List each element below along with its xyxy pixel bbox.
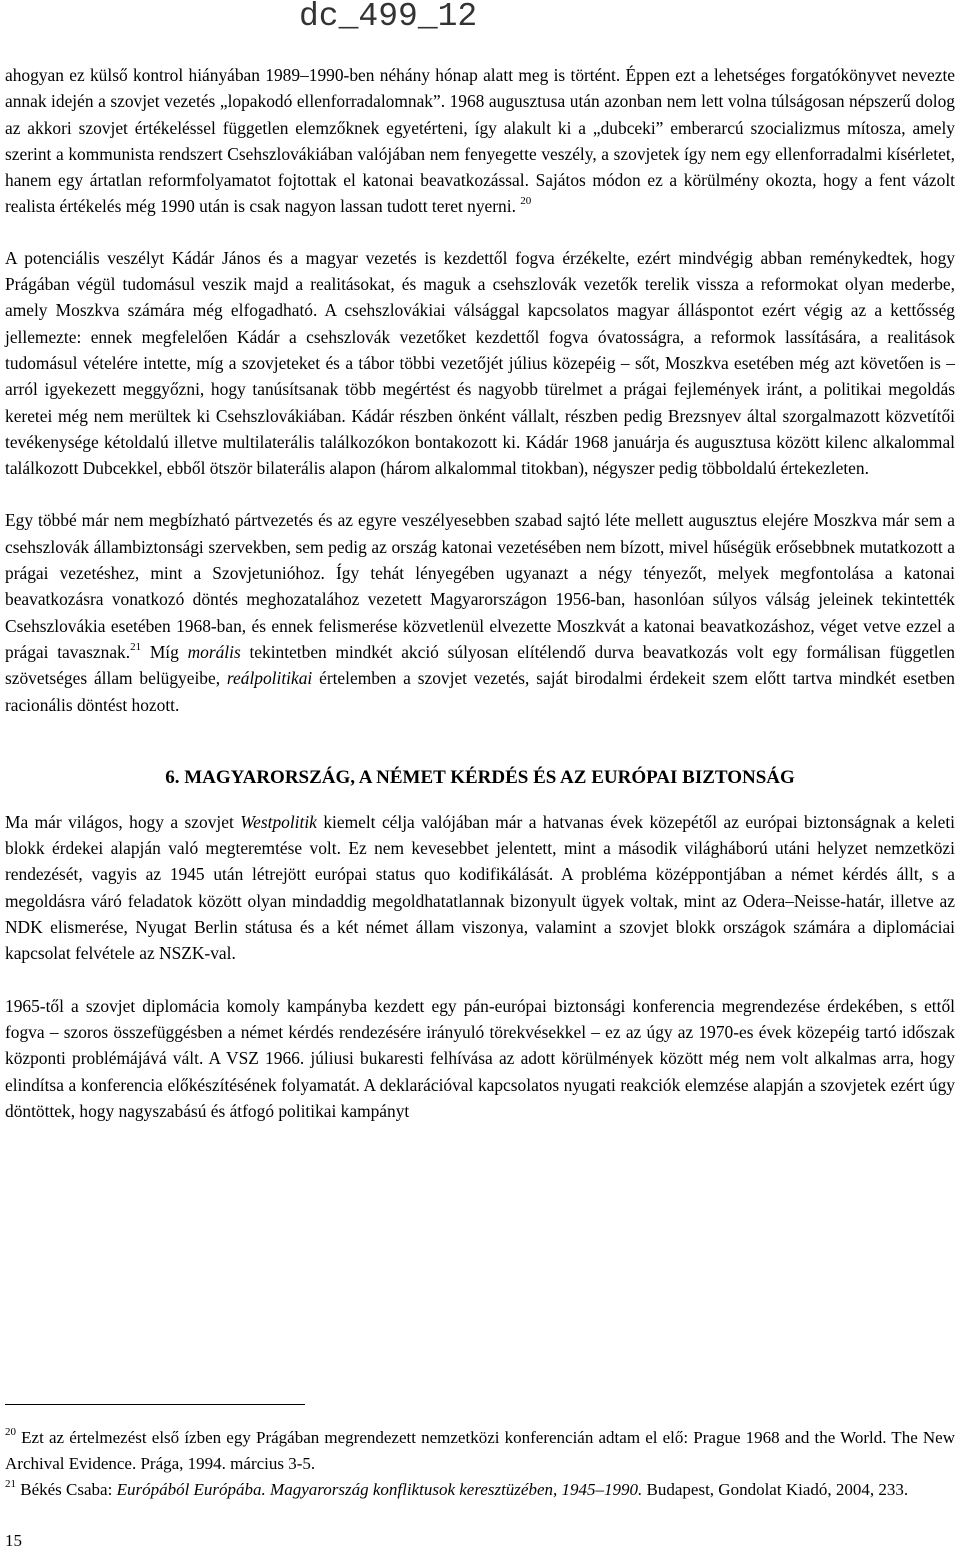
document-id-header: dc_499_12 <box>299 0 478 35</box>
section-paragraph-1 <box>5 809 955 967</box>
text-run: ahogyan ez külső kontrol hiányában 1989–1990-ben néhány hónap alatt meg is történt. Éppen ezt a lehetséges forgatókönyvet nevezte annak idején a szovjet vezetés „lopakodó ellenforradalomnak”. 1968 augusztusa után azonban nem lett volna túlságosan népszerű dolog az akkori szovjet értékeléssel független elemzőknek egyetérteni, így alakult ki a „dubceki” emberarcú szocializmus mítosza, amely szerint a kommunista rendszert Csehszlovákiában valójában nem fenyegette veszély, a szovjetek így nem egy ellenforradalmi kísérletet, hanem egy ártatlan reformfolyamatot fojtottak el katonai beavatkozással. Sajátos módon ez a körülmény okozta, hogy a fent vázolt realista értékelés még 1990 után is csak nagyon lassan tudott teret nyerni. <box>5 65 955 217</box>
text-run: kiemelt célja valójában már a hatvanas évek közepétől az európai biztonságnak a keleti blokk érdekei alapján való megteremtése volt. Ez nem kevesebbet jelentett, mint a második világháború utáni helyzet nemzetközi rendezését, vagyis az 1945 után létrejött európai status quo kodifikálását. A probléma középpontjában a német kérdés állt, s a megoldásra váró feladatok között olyan mindaddig megoldhatatlannak bizonyult ügyek voltak, mint az Odera–Neisse-határ, illetve az NDK elismerése, Nyugat Berlin státusa és a két német állam viszonya, valamint a szovjet blokk országok számára a diplomáciai kapcsolat felvétele az NSZK-val. <box>5 811 956 964</box>
text-run: értelemben a szovjet vezetés, saját birodalmi érdekeit szem előtt tartva mindkét esetben racionális döntést hozott. <box>5 668 955 715</box>
text-run: 1965-től a szovjet diplomácia komoly kampányba kezdett egy pán-európai biztonsági konferencia megrendezése érdekében, s ettől fogva – szoros összefüggésben a német kérdés rendezésére irányuló törekvésekkel – ez az úgy az 1970-es évek közepéig tartó időszak központi problémájává vált. A VSZ 1966. júliusi bukaresti felhívása az adott körülmények között még nem volt alkalmas arra, hogy elindítsa a konferencia előkészítésének folyamatát. A deklarációval kapcsolatos nyugati reakciók elemzése alapján a szovjetek ezért úgy döntöttek, hogy nagyszabású és átfogó politikai kampányt <box>5 995 955 1121</box>
footnote-number: 20 <box>5 1426 16 1438</box>
text-run: A potenciális veszélyt Kádár János és a magyar vezetés is kezdettől fogva érzékelte, ezért mindvégig abban reménykedtek, hogy Prágában végül tudomásul veszik majd a realitásokat, és maguk a csehszlovák vezetők terelik vissza a reformokat olyan mederbe, amely Moszkva számára még elfogadható. A csehszlovákiai válsággal kapcsolatos magyar álláspontot ezért végig az a kettősség jellemezte: ennek megfelelően Kádár a csehszlovák vezetőket kezdettől fogva óvatosságra, a reformok lassítására, a realitások tudomásul vételére intette, míg a szovjeteket és a tábor többi vezetőjét július közepéig – sőt, Moszkva esetében még azt követően is – arról igyekezett meggyőzni, hogy tanúsítsanak több megértést és nagyobb türelmet a prágai fejlemények iránt, a politikai megoldás keretei még nem merültek ki Csehszlovákiában. Kádár részben önként vállalt, részben pedig Brezsnyev által szorgalmazott közvetítői tevékenysége kétoldalú illetve multilaterális találkozókon bontakozott ki. Kádár 1968 januárja és augusztusa között kilenc alkalommal találkozott Dubcekkel, ebből ötször bilaterális alapon (három alkalommal titokban), négyszer pedig többoldalú értekezleten. <box>5 247 955 479</box>
body-paragraph-3 <box>5 507 955 717</box>
body-paragraph-2 <box>5 245 955 482</box>
footnote-text <box>16 1480 908 1499</box>
section-heading: 6. MAGYARORSZÁG, A NÉMET KÉRDÉS ÉS AZ EURÓPAI BIZTONSÁG <box>165 766 795 788</box>
page-body <box>5 62 955 1124</box>
text-run: Budapest, Gondolat Kiadó, 2004, 233. <box>642 1480 909 1499</box>
page-number: 15 <box>5 1531 22 1550</box>
footnote-text <box>5 1428 955 1473</box>
section-paragraph-2 <box>5 993 955 1124</box>
body-paragraph-1 <box>5 62 955 220</box>
footnote-separator <box>5 1404 305 1405</box>
text-run: Békés Csaba: <box>16 1480 117 1499</box>
text-run: Egy többé már nem megbízható pártvezetés és az egyre veszélyesebben szabad sajtó léte mellett augusztus elejére Moszkva már sem a csehszlovák állambiztonsági szervekben, sem pedig az ország katonai vezetésében nem bízott, mivel hűségük erősebbnek mutatkozott a prágai vezetéshez, mint a Szovjetunióhoz. Így tehát lényegében ugyanazt a négy tényezőt, melyek megfontolása a katonai beavatkozásra vonatkozó döntés meghozatalához vezetett Magyarországon 1956-ban, hasonlóan súlyos válság jeleinek tekintették Csehszlovákia esetében 1968-ban, és ennek felismerése közvetlenül elvezette Moszkvát a katonai beavatkozáshoz, véget vetve ezzel a prágai tavasznak. <box>5 510 955 662</box>
footnotes <box>5 1404 955 1503</box>
text-run: tekintetben mindkét akció súlyosan elítélendő durva beavatkozás volt egy formálisan független szövetséges állam belügyeibe, <box>5 641 955 689</box>
italic-text: Westpolitik <box>240 811 317 832</box>
footnote-reference: 21 <box>130 640 142 653</box>
italic-text: Európából Európába. Magyarország konfliktusok keresztüzében, 1945–1990. <box>116 1480 643 1499</box>
footnote-21 <box>5 1477 955 1503</box>
italic-text: reálpolitikai <box>226 668 313 689</box>
text-run: Ezt az értelmezést első ízben egy Prágában megrendezett nemzetközi konferencián adtam el elő: Prague 1968 and the World. The New Archival Evidence. Prága, 1994. március 3-5. <box>5 1428 955 1473</box>
footnote-number: 21 <box>5 1478 16 1490</box>
text-run: Ma már világos, hogy a szovjet <box>5 811 241 832</box>
footnote-20 <box>5 1425 955 1477</box>
text-run: Míg <box>141 641 188 662</box>
footnote-reference: 20 <box>520 195 532 208</box>
italic-text: morális <box>187 641 241 662</box>
